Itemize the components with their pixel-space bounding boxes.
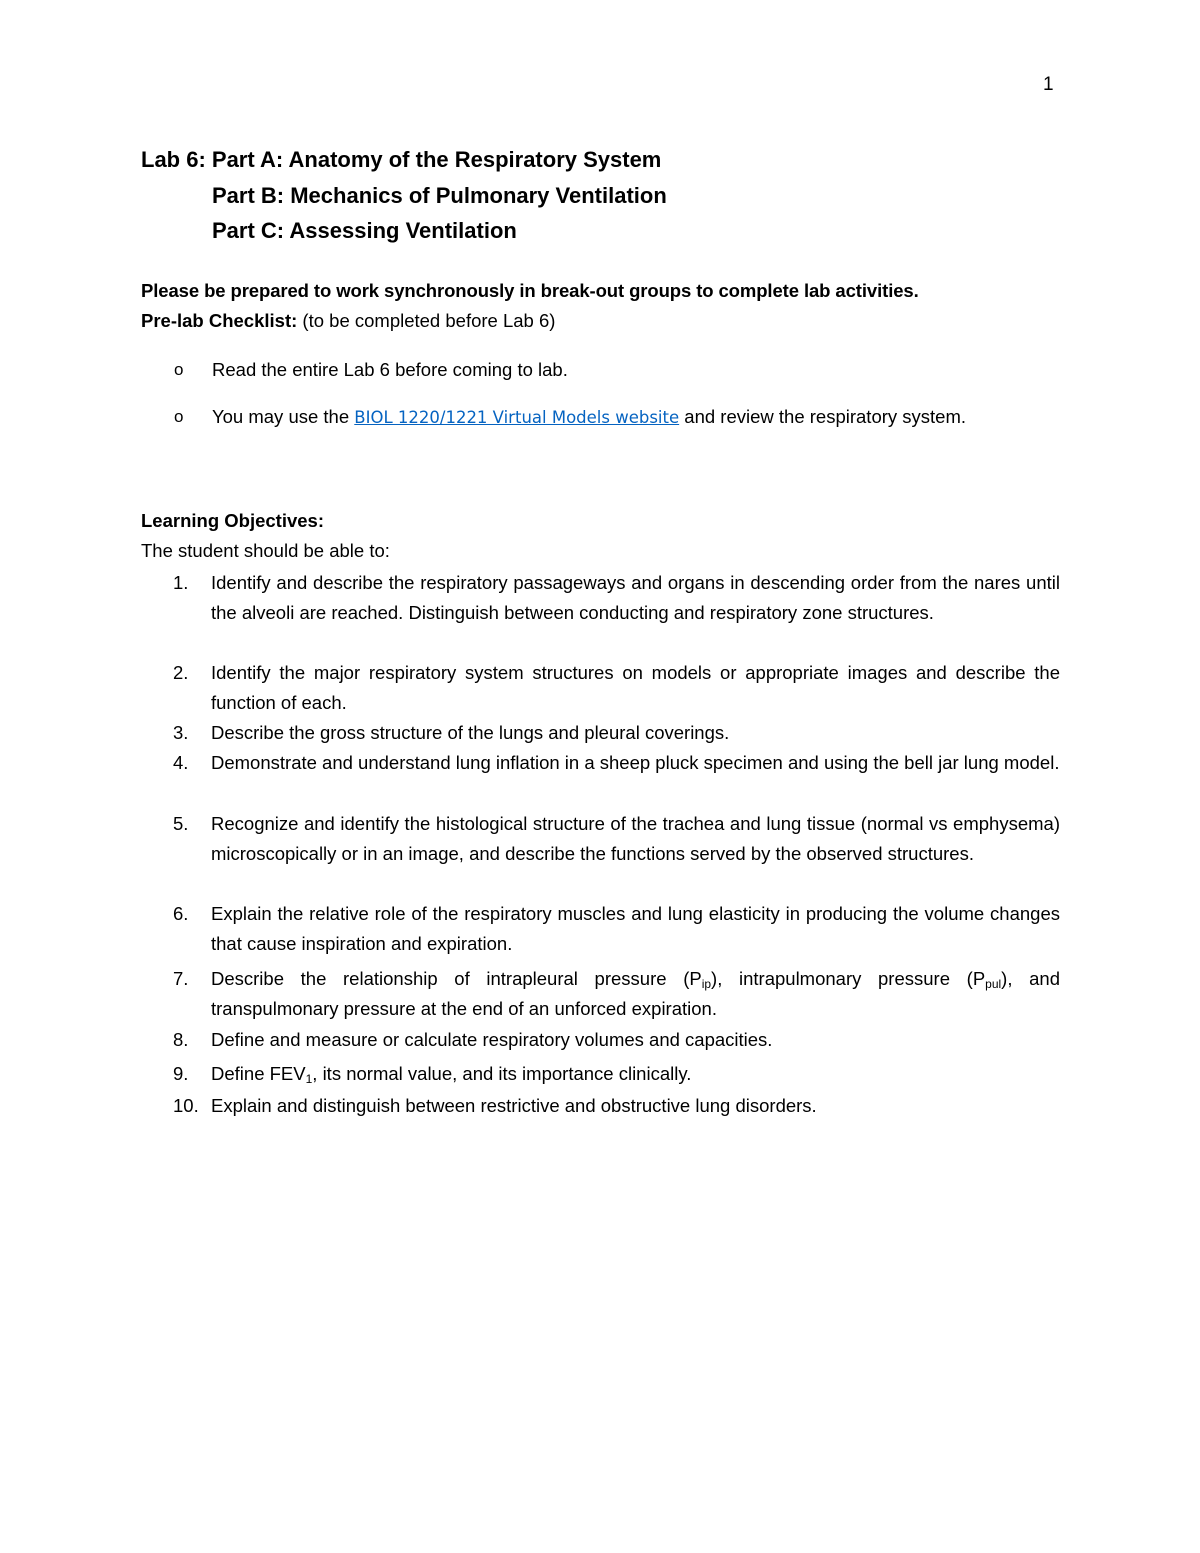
objective-item xyxy=(173,1091,1060,1121)
objective-text: Explain the relative role of the respiratory muscles and lung elasticity in producing the volume changes that cause inspiration and expiration. xyxy=(211,903,1060,955)
objectives-heading: Learning Objectives: xyxy=(141,510,324,531)
checklist-note: (to be completed before Lab 6) xyxy=(297,310,556,331)
objective-number: 6. xyxy=(173,903,189,924)
objective-number: 4. xyxy=(173,752,189,773)
objective-number: 1. xyxy=(173,572,189,593)
objective-number: 10. xyxy=(173,1095,199,1116)
title-line-part-a: Lab 6: Part A: Anatomy of the Respiratory System xyxy=(141,147,662,172)
objective-item xyxy=(173,568,1060,629)
objective-text-part: ), and transpulmonary pressure at the end of an unforced expiration. xyxy=(211,968,1060,1020)
objective-text: Identify the major respiratory system structures on models or appropriate images and describe the function of each. xyxy=(211,662,1060,714)
objective-item xyxy=(173,718,1060,748)
checklist-heading xyxy=(141,310,555,332)
title-line-part-b: Part B: Mechanics of Pulmonary Ventilation xyxy=(212,182,667,208)
objective-text-part: , its normal value, and its importance clinically. xyxy=(312,1063,692,1084)
objective-text: Explain and distinguish between restrictive and obstructive lung disorders. xyxy=(211,1095,817,1116)
page-number: 1 xyxy=(1043,74,1054,95)
checklist-text-after: and review the respiratory system. xyxy=(679,406,967,427)
virtual-models-link[interactable]: BIOL 1220/1221 Virtual Models website xyxy=(354,408,680,427)
checklist-item-text: Read the entire Lab 6 before coming to lab. xyxy=(212,359,568,380)
objective-item xyxy=(173,809,1060,870)
objective-item xyxy=(173,658,1060,719)
lab-title xyxy=(141,144,667,251)
objective-number: 8. xyxy=(173,1029,189,1050)
objective-text xyxy=(211,1059,1060,1089)
checklist-item xyxy=(174,355,1004,384)
objective-text: Identify and describe the respiratory passageways and organs in descending order from the nares until the alveoli are reached. Distinguish between conducting and respiratory zone structures. xyxy=(211,572,1060,624)
checklist-text-before: You may use the xyxy=(212,406,355,427)
objective-item xyxy=(173,899,1060,960)
bullet-icon: o xyxy=(174,407,184,426)
objective-text-part: ), intrapulmonary pressure (P xyxy=(711,968,986,989)
objective-item xyxy=(173,964,1060,1025)
objective-number: 2. xyxy=(173,662,189,683)
objective-number: 9. xyxy=(173,1063,189,1084)
objectives-intro: The student should be able to: xyxy=(141,540,390,561)
subscript: ip xyxy=(701,977,712,991)
objective-number: 7. xyxy=(173,968,189,989)
bullet-icon: o xyxy=(174,360,184,379)
checklist-item-text xyxy=(212,402,1004,432)
objective-item xyxy=(173,748,1060,778)
title-line-part-c: Part C: Assessing Ventilation xyxy=(212,218,517,243)
objective-text xyxy=(211,964,1060,1025)
objective-text: Define and measure or calculate respiratory volumes and capacities. xyxy=(211,1029,773,1050)
checklist-item xyxy=(174,402,1004,432)
objective-text-part: Define FEV xyxy=(211,1063,306,1084)
objective-number: 3. xyxy=(173,722,189,743)
objective-text: Describe the gross structure of the lungs and pleural coverings. xyxy=(211,722,730,743)
checklist-label: Pre-lab Checklist: xyxy=(141,310,298,331)
objective-item xyxy=(173,1059,1060,1089)
prep-notice: Please be prepared to work synchronously in break-out groups to complete lab activities. xyxy=(141,280,919,301)
objective-text-part: Describe the relationship of intrapleural pressure (P xyxy=(211,968,702,989)
subscript: pul xyxy=(985,977,1002,991)
subscript: 1 xyxy=(305,1072,313,1086)
objective-text: Recognize and identify the histological structure of the trachea and lung tissue (normal vs emphysema) microscopically or in an image, and describe the functions served by the observed structures. xyxy=(211,813,1060,865)
objective-item xyxy=(173,1025,1060,1055)
objective-number: 5. xyxy=(173,813,189,834)
objective-text: Demonstrate and understand lung inflation in a sheep pluck specimen and using the bell jar lung model. xyxy=(211,752,1060,773)
